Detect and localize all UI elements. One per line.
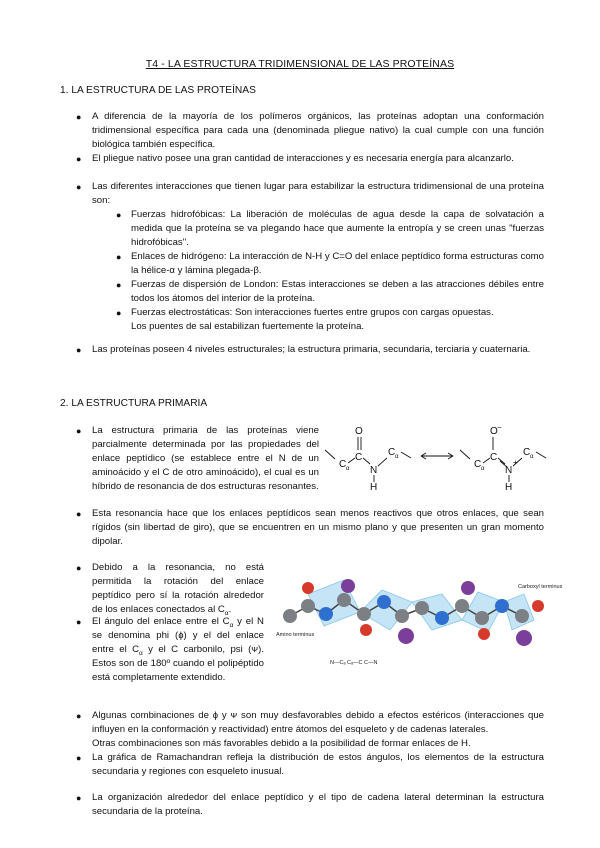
atom-carbon [395, 609, 409, 623]
carbon-label: C [355, 452, 363, 463]
hydrogen-label: H [370, 482, 378, 493]
sub-item-electrostatic-2: Los puentes de sal estabilizan fuertemente la proteína. [131, 321, 365, 332]
section-2-heading: 2. LA ESTRUCTURA PRIMARIA [60, 398, 208, 409]
sec2-para-1: La estructura primaria de las proteínas viene parcialmente determinada por las propiedades del enlace peptídico (se establece entre el N de un aminoácido y el C de otro aminoácido), el cual es un híbrido de resonancia de dos estructuras resonantes. [92, 425, 319, 492]
atom-oxygen [478, 628, 490, 640]
c-alpha-label: C [388, 447, 396, 458]
atom-carbon [301, 599, 315, 613]
atom-oxygen [532, 600, 544, 612]
page-title: T4 - LA ESTRUCTURA TRIDIMENSIONAL DE LAS PROTEÍNAS [145, 58, 455, 70]
bullet-icon: ● [76, 793, 82, 803]
c-alpha-label: C [523, 447, 531, 458]
sub-item-hydrogen: Enlaces de hidrógeno: La interacción de N-H y C=O del enlace peptídico forma estructuras como la hélice-α y lámina plegada-β. [131, 251, 544, 276]
atom-r-group [398, 628, 414, 644]
carboxyl-terminus-label: Carboxyl terminus [518, 584, 563, 590]
oxygen-minus-label: O [490, 426, 498, 437]
atom-nitrogen [319, 607, 333, 621]
sec1-para-2: El pliegue nativo posee una gran cantidad de interacciones y es necesaria energía para alcanzarlo. [92, 153, 514, 164]
bullet-icon: ● [76, 182, 82, 192]
atom-carbon [415, 601, 429, 615]
bullet-icon: ● [76, 112, 82, 122]
sub-bullet-icon: ● [116, 210, 122, 220]
atom-carbon [515, 609, 529, 623]
c-alpha-label: C [339, 459, 347, 470]
minus-sign: − [497, 423, 502, 432]
sec2-para-5b: Otras combinaciones son más favorables debido a la posibilidad de formar enlaces de H. [92, 738, 471, 749]
alpha-sub: α [346, 466, 350, 472]
sec2-para-5: Algunas combinaciones de ɸ y ᴪ son muy desfavorables debido a efectos estéricos (interacciones que influyen en la conformación y reactividad) entre átomos del esqueleto y de cadenas laterales. [92, 710, 544, 735]
bullet-icon: ● [76, 711, 82, 721]
bullet-icon: ● [76, 509, 82, 519]
atom-nitrogen [495, 599, 509, 613]
alpha-sub: α [395, 454, 399, 460]
peptide-resonance-figure [325, 420, 555, 493]
atom-r-group [461, 581, 475, 595]
section-1-heading: 1. LA ESTRUCTURA DE LAS PROTEÍNAS [60, 85, 256, 96]
sub-bullet-icon: ● [116, 252, 122, 262]
atom-carbon [337, 593, 351, 607]
sec1-para-1: A diferencia de la mayoría de los polímeros orgánicos, las proteínas adoptan una conformación tridimensional específica para cada una (denominada pliegue nativo) la cual cumple con una función biológica también específica. [92, 111, 544, 150]
atom-nitrogen [435, 611, 449, 625]
bullet-icon: ● [76, 753, 82, 763]
bullet-icon: ● [76, 617, 82, 627]
sec2-para-3: Debido a la resonancia, no está permitida la rotación del enlace peptídico pero sí la rotación alrededor de los enlaces conectados al $C_\alpha$. [92, 562, 264, 617]
hydrogen-label: H [505, 482, 513, 493]
atom-nitrogen [377, 595, 391, 609]
oxygen-label: O [355, 426, 363, 437]
nitrogen-label: N [370, 465, 378, 476]
sub-item-hydrophobic: Fuerzas hidrofóbicas: La liberación de moléculas de agua desde la capa de solvatación a medida que la proteína se va plegando hace que aumente la entropía y se creen unas "fuerzas hidrofóbicas". [131, 209, 544, 248]
sec2-para-4: El ángulo del enlace entre el $C_\alpha$ y el N se denomina phi (ɸ) y el del enlace entre el $C_\alpha$ y el C carbonilo, psi (ᴪ). Estos son de 180º cuando el polipéptido está completamente extendido. [92, 616, 264, 683]
chain-label: N—Cₐ Cₐ—C C—N [330, 660, 378, 666]
atom-r-group [341, 579, 355, 593]
atom-oxygen [302, 582, 314, 594]
atom-carbon [357, 607, 371, 621]
sec2-para-7: La organización alrededor del enlace peptídico y el tipo de cadena lateral determinan la estructura secundaria de la proteína. [92, 792, 544, 817]
carbon-label: C [490, 452, 498, 463]
sub-item-london: Fuerzas de dispersión de London: Estas interacciones se deben a las atracciones débiles entre todos los átomos del interior de la proteína. [131, 279, 544, 304]
sub-bullet-icon: ● [116, 308, 122, 318]
atom-oxygen [360, 624, 372, 636]
alpha-sub: α [481, 466, 485, 472]
bullet-icon: ● [76, 154, 82, 164]
sub-bullet-icon: ● [116, 280, 122, 290]
plus-sign: + [513, 458, 518, 467]
atom-carbon [455, 599, 469, 613]
atom-carbon [283, 609, 297, 623]
bullet-icon: ● [76, 563, 82, 573]
polypeptide-figure [272, 572, 563, 672]
atom-carbon [475, 611, 489, 625]
alpha-sub: α [530, 454, 534, 460]
nitrogen-label: N [505, 465, 513, 476]
sub-item-electrostatic: Fuerzas electrostáticas: Son interacciones fuertes entre grupos con cargas opuestas. [131, 307, 494, 318]
bullet-icon: ● [76, 426, 82, 436]
sec1-para-4: Las proteínas poseen 4 niveles estructurales; la estructura primaria, secundaria, terciaria y cuaternaria. [92, 344, 531, 355]
sec1-para-3: Las diferentes interacciones que tienen lugar para estabilizar la estructura tridimensional de una proteína son: [92, 181, 544, 206]
atom-r-group [516, 630, 532, 646]
bullet-icon: ● [76, 345, 82, 355]
amino-terminus-label: Amino terminus [276, 632, 315, 638]
sec2-para-6: La gráfica de Ramachandran refleja la distribución de estos ángulos, los elementos de la estructura secundaria y regiones con esqueleto inusual. [92, 752, 544, 777]
c-alpha-label: C [474, 459, 482, 470]
sec2-para-2: Esta resonancia hace que los enlaces peptídicos sean menos reactivos que otros enlaces, que sean rígidos (sin libertad de giro), que se encuentren en un mismo plano y que presenten un gran momento dipolar. [92, 508, 544, 547]
